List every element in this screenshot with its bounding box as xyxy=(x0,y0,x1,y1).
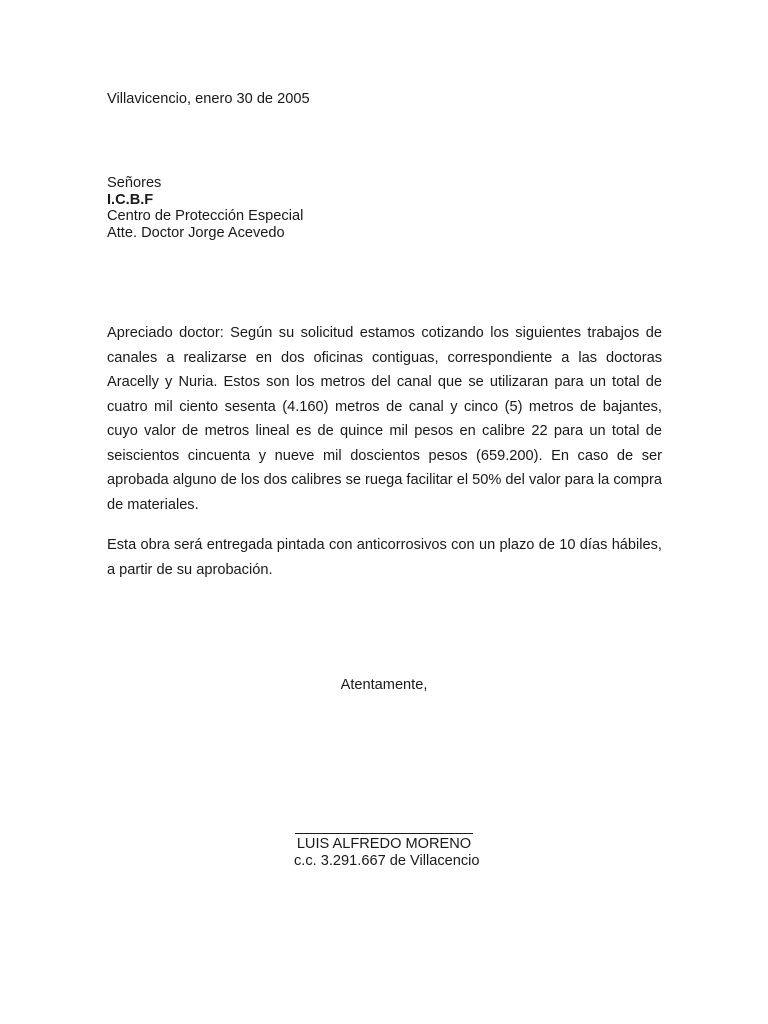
signatory-id: c.c. 3.291.667 de Villacencio xyxy=(294,852,480,869)
body-paragraph-delivery: Esta obra será entregada pintada con anticorrosivos con un plazo de 10 días hábiles, a partir de su aprobación. xyxy=(107,537,662,578)
recipient-salutation: Señores xyxy=(107,175,162,191)
closing-phrase: Atentamente, xyxy=(340,677,428,693)
recipient-organization: I.C.B.F xyxy=(107,191,154,208)
recipient-attention: Atte. Doctor Jorge Acevedo xyxy=(107,224,285,241)
letter-date: Villavicencio, enero 30 de 2005 xyxy=(107,91,310,107)
signatory-name: LUIS ALFREDO MORENO xyxy=(296,836,472,852)
signature-block xyxy=(294,818,480,869)
body-paragraph-quote: Apreciado doctor: Según su solicitud estamos cotizando los siguientes trabajos de canales a realizarse en dos oficinas contiguas, correspondiente a las doctoras Aracelly y Nuria. Estos son los metros del canal que se utilizaran para un total de cuatro mil ciento sesenta (4.160) metros de canal y cinco (5) metros de bajantes, cuyo valor de metros lineal es de quince mil pesos en calibre 22 para un total de seiscientos cincuenta y nueve mil doscientos pesos (659.200). En caso de ser aprobada alguno de los dos calibres se ruega facilitar el 50% del valor para la compra de materiales. xyxy=(107,325,662,513)
recipient-block xyxy=(107,175,303,241)
recipient-department: Centro de Protección Especial xyxy=(107,208,304,224)
signature-line xyxy=(295,833,473,834)
